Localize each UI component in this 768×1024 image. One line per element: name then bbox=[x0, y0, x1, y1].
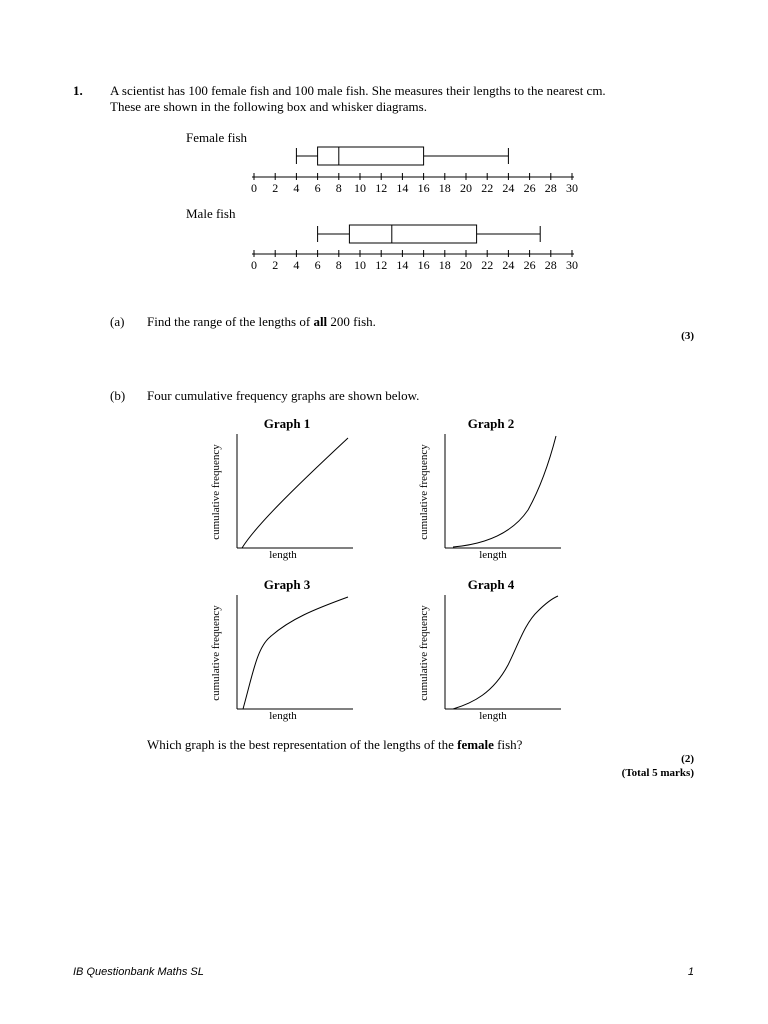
female-axis-tick-label: 12 bbox=[375, 181, 388, 195]
part-b-question bbox=[147, 737, 522, 753]
graph-2-title: Graph 2 bbox=[467, 416, 515, 431]
question-intro-line-2: These are shown in the following box and whisker diagrams. bbox=[110, 99, 427, 114]
graph-2 bbox=[413, 412, 573, 564]
part-a-text-after: 200 fish. bbox=[327, 314, 376, 329]
male-axis-tick-label: 22 bbox=[481, 258, 494, 272]
graph-4-ylabel: cumulative frequency bbox=[418, 605, 430, 701]
male-axis-tick-label: 26 bbox=[523, 258, 536, 272]
male-axis-tick-label: 0 bbox=[251, 258, 257, 272]
male-axis-tick-label: 16 bbox=[417, 258, 430, 272]
female-axis-tick-label: 22 bbox=[481, 181, 494, 195]
graph-2-ylabel: cumulative frequency bbox=[418, 444, 430, 540]
graph-3 bbox=[205, 573, 365, 725]
male-axis-tick-label: 20 bbox=[460, 258, 472, 272]
part-b-question-bold: female bbox=[457, 737, 494, 752]
part-a-text-before: Find the range of the lengths of bbox=[147, 314, 314, 329]
part-b-question-after: fish? bbox=[493, 737, 523, 752]
question-number: 1. bbox=[73, 83, 83, 98]
graph-1-ylabel: cumulative frequency bbox=[210, 444, 222, 540]
male-axis-tick-label: 14 bbox=[396, 258, 409, 272]
graph-1-xlabel: length bbox=[269, 549, 297, 561]
male-axis-tick-label: 4 bbox=[293, 258, 300, 272]
female-box bbox=[318, 147, 424, 165]
female-axis bbox=[251, 173, 578, 195]
graph-4 bbox=[413, 573, 573, 725]
graph-1-curve bbox=[242, 438, 348, 548]
female-axis-tick-label: 24 bbox=[502, 181, 515, 195]
female-axis-tick-label: 2 bbox=[272, 181, 279, 195]
male-axis-tick-label: 2 bbox=[272, 258, 279, 272]
graph-3-xlabel: length bbox=[269, 710, 297, 722]
female-axis-tick-label: 28 bbox=[544, 181, 557, 195]
graph-1-title: Graph 1 bbox=[263, 416, 311, 431]
graph-3-ylabel: cumulative frequency bbox=[210, 605, 222, 701]
female-axis-tick-label: 30 bbox=[566, 181, 578, 195]
male-label: Male fish bbox=[186, 206, 236, 221]
part-b-question-before: Which graph is the best representation of the lengths of the bbox=[147, 737, 458, 752]
female-axis-tick-label: 18 bbox=[438, 181, 451, 195]
male-box bbox=[349, 225, 476, 243]
male-axis-tick-label: 8 bbox=[335, 258, 342, 272]
part-b-label: (b) bbox=[110, 388, 126, 403]
female-axis-tick-label: 20 bbox=[460, 181, 472, 195]
female-axis-tick-label: 8 bbox=[335, 181, 342, 195]
part-a-marks: (3) bbox=[681, 330, 694, 342]
female-axis-tick-label: 16 bbox=[417, 181, 430, 195]
male-axis-tick-label: 24 bbox=[502, 258, 515, 272]
female-label: Female fish bbox=[186, 130, 248, 145]
male-axis bbox=[251, 250, 578, 272]
graph-1 bbox=[205, 412, 365, 564]
page-number: 1 bbox=[687, 966, 694, 978]
male-axis-tick-label: 18 bbox=[438, 258, 451, 272]
male-axis-tick-label: 30 bbox=[566, 258, 578, 272]
part-a-text-bold: all bbox=[313, 314, 328, 329]
female-axis-tick-label: 26 bbox=[523, 181, 536, 195]
graph-3-curve bbox=[243, 597, 348, 709]
total-marks: (Total 5 marks) bbox=[621, 767, 694, 779]
male-axis-tick-label: 6 bbox=[314, 258, 321, 272]
female-axis-tick-label: 4 bbox=[293, 181, 300, 195]
female-axis-tick-label: 10 bbox=[354, 181, 366, 195]
graph-2-curve bbox=[453, 436, 556, 547]
female-axis-tick-label: 6 bbox=[314, 181, 321, 195]
question-intro-line-1: A scientist has 100 female fish and 100 male fish. She measures their lengths to the nearest cm. bbox=[110, 83, 606, 98]
male-axis-tick-label: 28 bbox=[544, 258, 557, 272]
male-axis-tick-label: 10 bbox=[354, 258, 366, 272]
graph-3-title: Graph 3 bbox=[263, 577, 311, 592]
graph-4-title: Graph 4 bbox=[467, 577, 515, 592]
box-plots bbox=[170, 125, 600, 275]
male-axis-tick-label: 12 bbox=[375, 258, 388, 272]
footer-source: IB Questionbank Maths SL bbox=[73, 966, 204, 978]
male-boxplot bbox=[318, 225, 541, 243]
part-a-label: (a) bbox=[110, 314, 125, 329]
female-axis-tick-label: 14 bbox=[396, 181, 409, 195]
graph-2-xlabel: length bbox=[479, 549, 507, 561]
graph-4-curve bbox=[453, 596, 558, 709]
female-boxplot bbox=[296, 147, 508, 165]
female-axis-tick-label: 0 bbox=[251, 181, 257, 195]
graph-4-xlabel: length bbox=[479, 710, 507, 722]
part-a-text bbox=[147, 314, 376, 330]
part-b-intro: Four cumulative frequency graphs are shown below. bbox=[147, 388, 420, 403]
part-b-marks: (2) bbox=[681, 753, 694, 765]
